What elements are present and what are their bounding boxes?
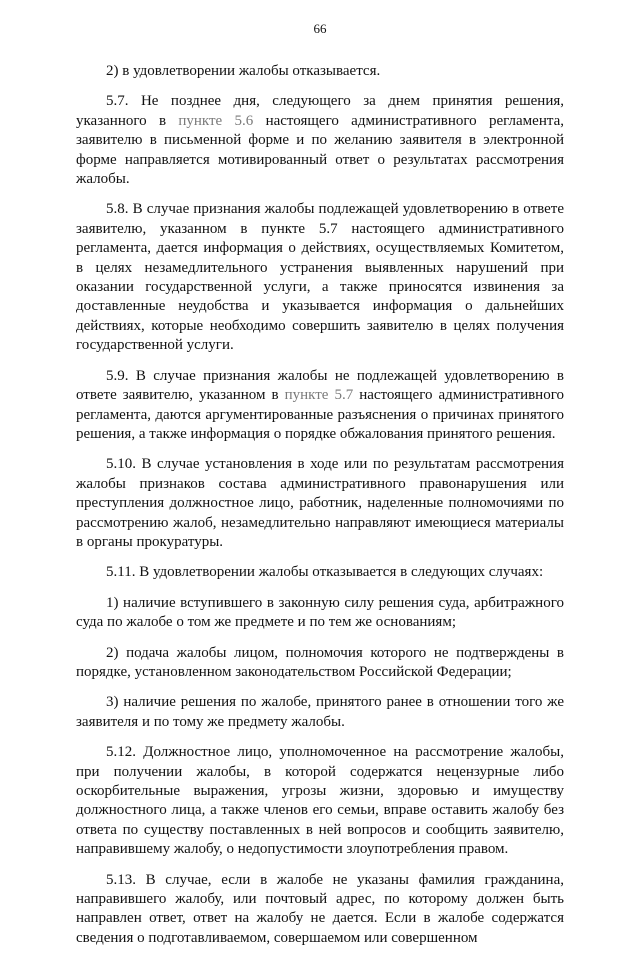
paragraph-5-11-item-2: 2) подача жалобы лицом, полномочия которого не подтверждены в порядке, установленном законодательством Российской Федерации; — [76, 644, 564, 680]
paragraph-5-7 — [76, 92, 564, 189]
paragraph-5-11-item-1: 1) наличие вступившего в законную силу решения суда, арбитражного суда по жалобе о том же предмете и по тем же основаниям; — [76, 594, 564, 631]
paragraph-text: 5.7. Не позднее дня, следующего за днем принятия решения, указанного в — [76, 93, 564, 129]
paragraph-5-9 — [76, 367, 564, 445]
reference-link-5-6[interactable]: пункте 5.6 — [178, 112, 254, 129]
paragraph-text: настоящего административного регламента, заявителю в письменной форме и по желанию заявителя в электронной форме направляется мотивированный ответ о результатах рассмотрения жалобы. — [76, 112, 565, 188]
page-number: 66 — [313, 21, 327, 36]
paragraph-5-11: 5.11. В удовлетворении жалобы отказывается в следующих случаях: — [106, 564, 544, 581]
paragraph-5-8: 5.8. В случае признания жалобы подлежащей удовлетворению в ответе заявителю, указанном в пункте 5.7 настоящего административного регламента, дается информация о действиях, осуществляемых Комитетом, в целях незамедлительного устранения выявленных нарушений при оказании государственной услуги, а также приносятся извинения за доставленные неудобства и указывается информация о дальнейших действиях, которые необходимо совершить заявителю в целях получения государственной услуги. — [76, 201, 564, 354]
paragraph-5-12: 5.12. Должностное лицо, уполномоченное на рассмотрение жалобы, при получении жалобы, в которой содержатся нецензурные либо оскорбительные выражения, угрозы жизни, здоровью и имуществу должностного лица, а также членов его семьи, вправе оставить жалобу без ответа по существу поставленных в ней вопросов и сообщить заявителю, направившему жалобу, о недопустимости злоупотребления правом. — [76, 744, 564, 858]
document-body — [76, 62, 564, 959]
paragraph-5-13: 5.13. В случае, если в жалобе не указаны фамилия гражданина, направившего жалобу, или почтовый адрес, по которому должен быть направлен ответ, ответ на жалобу не дается. Если в жалобе содержатся сведения о подготавливаемом, совершаемом или совершенном — [76, 871, 564, 946]
paragraph-text: настоящего административного регламента, даются аргументированные разъяснения о причинах принятого решения, а также информация о порядке обжалования принятого решения. — [76, 387, 564, 442]
paragraph-item-2: 2) в удовлетворении жалобы отказывается. — [106, 63, 381, 79]
reference-link-5-7[interactable]: пункте 5.7 — [284, 387, 354, 404]
paragraph-5-10: 5.10. В случае установления в ходе или по результатам рассмотрения жалобы признаков состава административного правонарушения или преступления должностное лицо, работник, наделенные полномочиями по рассмотрению жалоб, незамедлительно направляют имеющиеся материалы в органы прокуратуры. — [76, 456, 564, 550]
paragraph-text: 5.9. В случае признания жалобы не подлежащей удовлетворению в ответе заявителю, указанном в — [76, 367, 564, 404]
paragraph-5-11-item-3: 3) наличие решения по жалобе, принятого ранее в отношении того же заявителя и по тому же предмету жалобы. — [76, 694, 564, 730]
